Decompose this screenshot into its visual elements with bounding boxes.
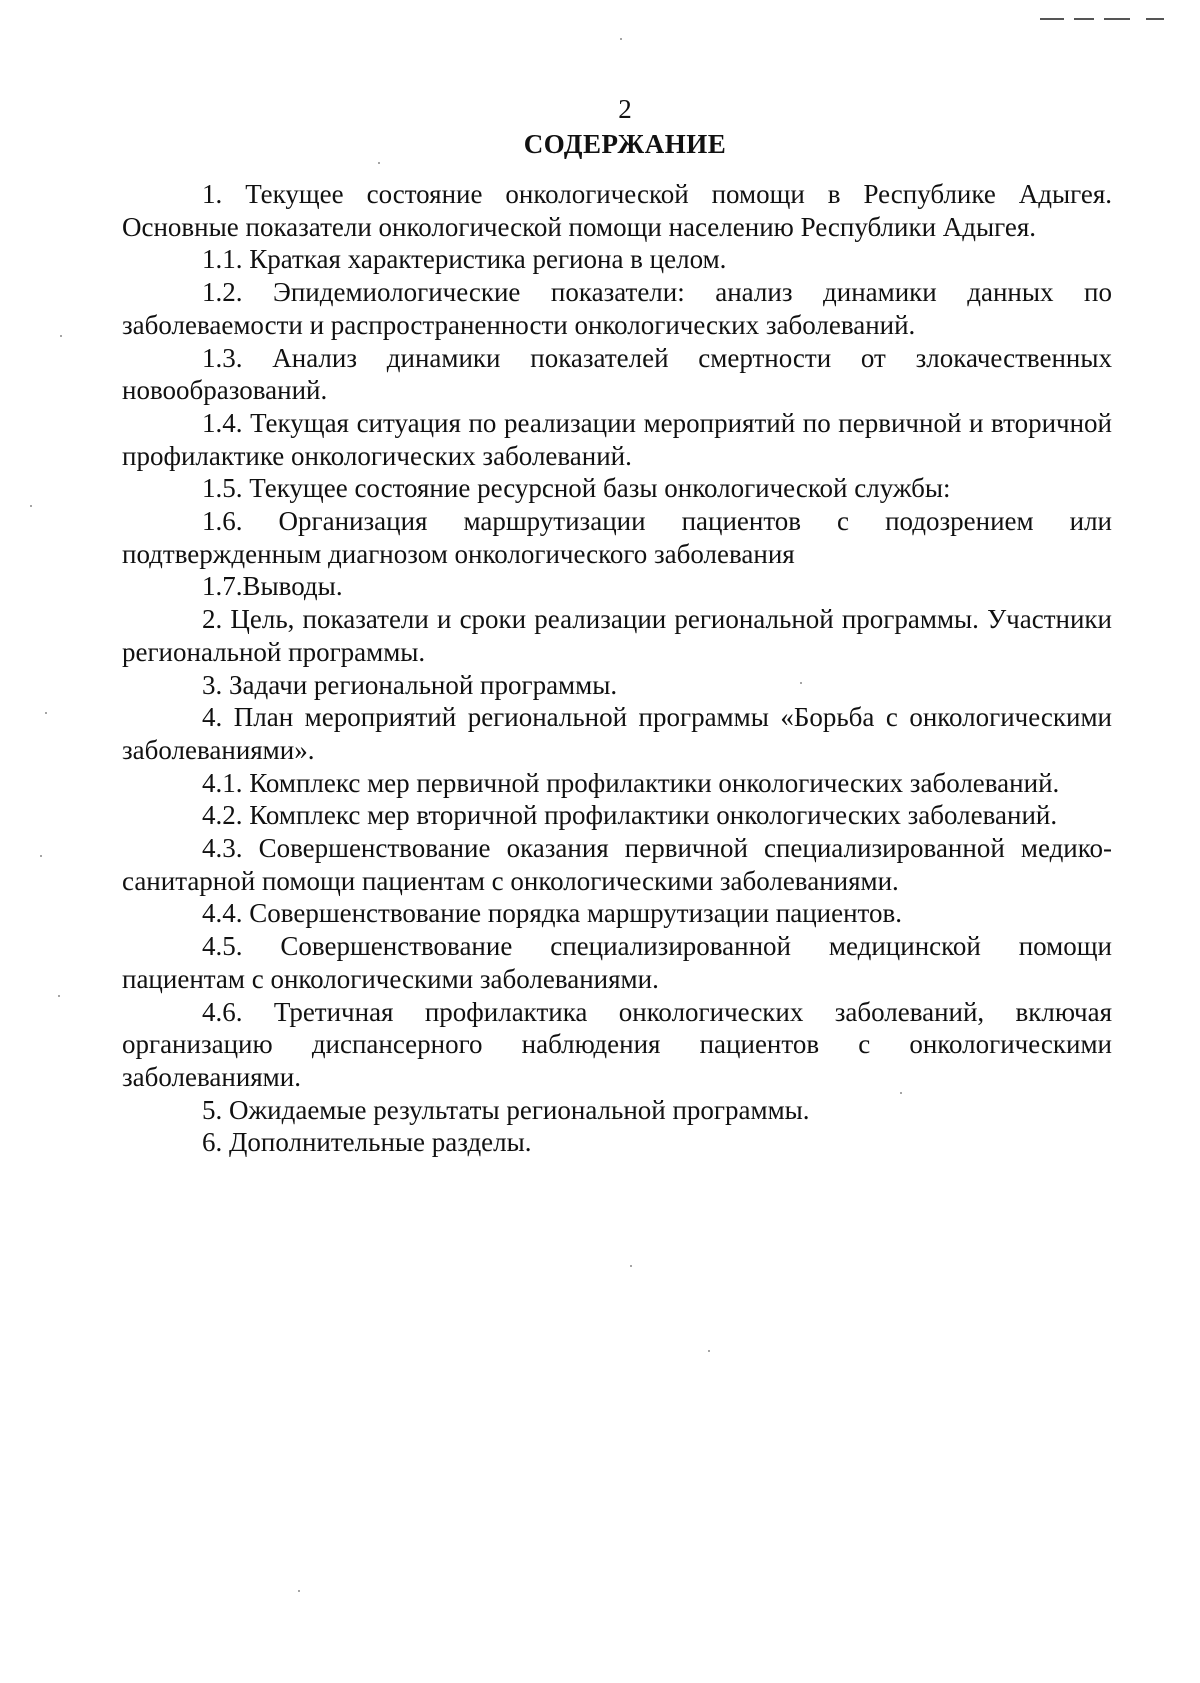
toc-entry-1: 1. Текущее состояние онкологической помощи в Республике Адыгея. Основные показатели онкологической помощи населению Республики Адыгея. — [122, 179, 1112, 242]
toc-entry-1-2: 1.2. Эпидемиологические показатели: анализ динамики данных по заболеваемости и распространенности онкологических заболеваний. — [122, 277, 1112, 340]
scan-artifact — [1040, 18, 1064, 20]
toc-entry-4-1: 4.1. Комплекс мер первичной профилактики онкологических заболеваний. — [202, 767, 1060, 798]
toc-entry-1-5: 1.5. Текущее состояние ресурсной базы онкологической службы: — [202, 473, 951, 504]
scan-speck — [60, 335, 62, 337]
toc-entry-4-5: 4.5. Совершенствование специализированной медицинской помощи пациентам с онкологическими заболеваниями. — [122, 931, 1112, 994]
scan-artifact — [1146, 18, 1164, 20]
toc-entry-1-7: 1.7.Выводы. — [202, 571, 343, 602]
scan-speck — [298, 1590, 300, 1592]
toc-entry-4-2: 4.2. Комплекс мер вторичной профилактики онкологических заболеваний. — [202, 800, 1058, 831]
page-number: 2 — [618, 94, 632, 124]
toc-entry-2: 2. Цель, показатели и сроки реализации региональной программы. Участники региональной программы. — [122, 604, 1112, 667]
scan-speck — [620, 38, 622, 40]
scan-speck — [40, 855, 42, 857]
toc-entry-1-1: 1.1. Краткая характеристика региона в целом. — [202, 244, 727, 275]
toc-entry-4-3: 4.3. Совершенствование оказания первичной специализированной медико-санитарной помощи пациентам с онкологическими заболеваниями. — [122, 833, 1112, 896]
scan-speck — [378, 162, 380, 164]
toc-entry-1-3: 1.3. Анализ динамики показателей смертности от злокачественных новообразований. — [122, 342, 1112, 406]
scan-artifact — [1074, 18, 1094, 20]
toc-entry-1-4: 1.4. Текущая ситуация по реализации мероприятий по первичной и вторичной профилактике онкологических заболеваний. — [122, 407, 1112, 471]
toc-entry-5: 5. Ожидаемые результаты региональной программы. — [202, 1094, 810, 1125]
scan-speck — [708, 1350, 710, 1352]
scan-speck — [45, 712, 47, 714]
page-title: СОДЕРЖАНИЕ — [523, 129, 727, 159]
toc-entry-4-4: 4.4. Совершенствование порядка маршрутизации пациентов. — [202, 898, 902, 929]
toc-entry-6: 6. Дополнительные разделы. — [202, 1127, 532, 1158]
scan-artifact — [1104, 18, 1130, 20]
table-of-contents — [122, 178, 1112, 1159]
toc-entry-4: 4. План мероприятий региональной программы «Борьба с онкологическими заболеваниями». — [122, 702, 1112, 765]
scan-speck — [630, 1265, 632, 1267]
toc-entry-3: 3. Задачи региональной программы. — [202, 669, 618, 700]
scan-speck — [30, 505, 32, 507]
scan-speck — [58, 995, 60, 997]
toc-entry-1-6: 1.6. Организация маршрутизации пациентов с подозрением или подтвержденным диагнозом онкологического заболевания — [122, 506, 1112, 569]
toc-entry-4-6: 4.6. Третичная профилактика онкологических заболеваний, включая организацию диспансерного наблюдения пациентов с онкологическими заболеваниями. — [122, 996, 1112, 1092]
